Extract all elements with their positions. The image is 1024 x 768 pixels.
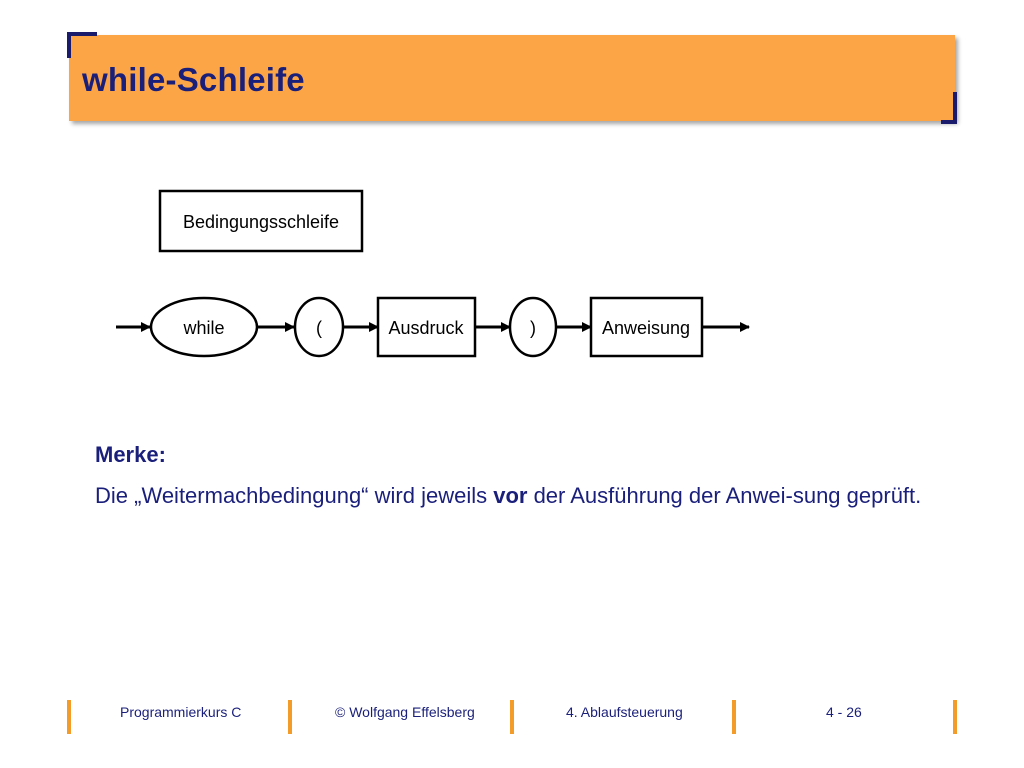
node-close-paren-label: ): [530, 318, 536, 338]
merke-label: Merke:: [95, 442, 166, 467]
footer: [0, 700, 1024, 740]
slide-title: while-Schleife: [82, 61, 305, 98]
node-close-paren: [510, 298, 556, 356]
footer-separator: [732, 700, 736, 734]
category-box-label: Bedingungsschleife: [182, 212, 340, 232]
node-expression-label: Ausdruck: [388, 318, 464, 338]
node-open-paren-label: (: [316, 318, 322, 338]
node-statement: [591, 298, 702, 356]
node-expression: [378, 298, 475, 356]
footer-separator: [510, 700, 514, 734]
category-box: [160, 191, 362, 251]
note-text-after: der Ausführung der Anwei-sung geprüft.: [527, 483, 922, 508]
footer-course: Programmierkurs C: [120, 704, 242, 720]
note-text-bold: vor: [493, 483, 528, 508]
footer-chapter: 4. Ablaufsteuerung: [566, 704, 683, 720]
note-text: [95, 481, 925, 510]
node-open-paren: [295, 298, 343, 356]
footer-page-number: 4 - 26: [826, 704, 862, 720]
note-text-before: Die „Weitermachbedingung“ wird jeweils: [95, 483, 494, 508]
node-statement-label: Anweisung: [601, 318, 691, 338]
footer-separator: [67, 700, 71, 734]
node-while-label: while: [183, 318, 225, 338]
footer-author: © Wolfgang Effelsberg: [335, 704, 475, 720]
footer-separator: [953, 700, 957, 734]
footer-separator: [288, 700, 292, 734]
node-while: [151, 298, 257, 356]
